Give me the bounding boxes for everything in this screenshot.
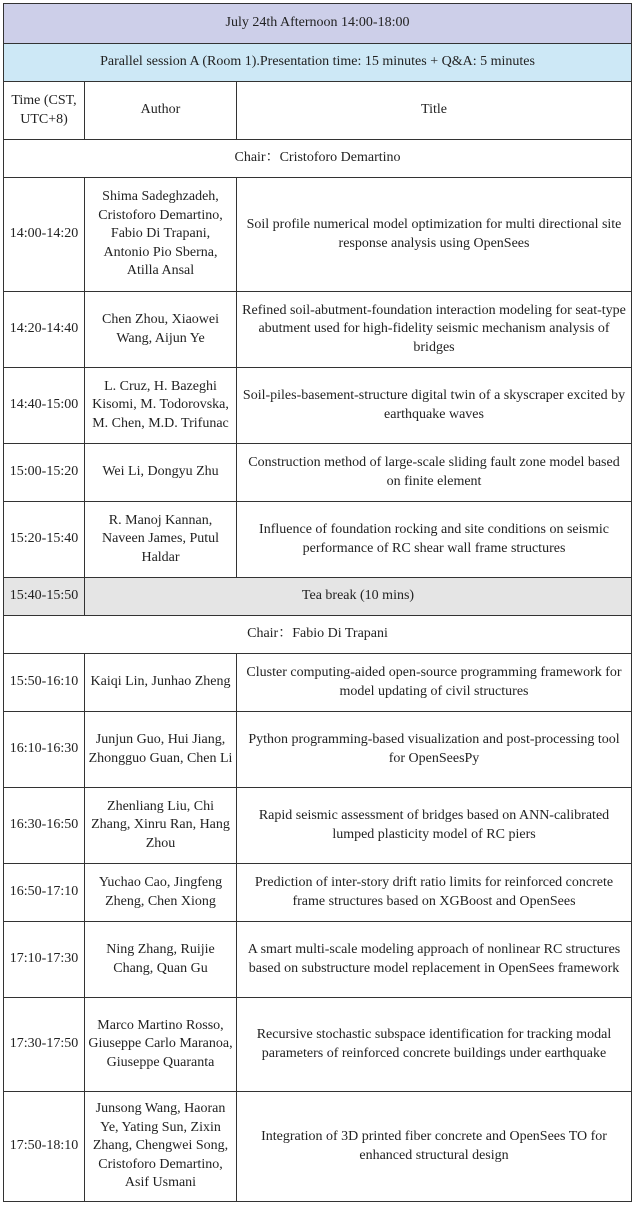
talk-title: Influence of foundation rocking and site conditions on seismic performance of RC shear wall frame structures — [237, 502, 632, 578]
time-column-header: Time (CST, UTC+8) — [4, 82, 85, 140]
talk-author: Kaiqi Lin, Junhao Zheng — [85, 654, 237, 712]
break-row — [4, 578, 632, 616]
talk-row — [4, 864, 632, 922]
talk-row — [4, 292, 632, 368]
talk-title: A smart multi-scale modeling approach of nonlinear RC structures based on substructure model replacement in OpenSees framework — [237, 922, 632, 998]
talk-row — [4, 1092, 632, 1202]
talk-title: Construction method of large-scale sliding fault zone model based on finite element — [237, 444, 632, 502]
talk-author: Wei Li, Dongyu Zhu — [85, 444, 237, 502]
talk-row — [4, 502, 632, 578]
session-header: Parallel session A (Room 1).Presentation time: 15 minutes + Q&A: 5 minutes — [4, 44, 632, 82]
talk-title: Recursive stochastic subspace identification for tracking modal parameters of reinforced concrete buildings under earthquake — [237, 998, 632, 1092]
talk-time: 17:10-17:30 — [4, 922, 85, 998]
talk-author: Ning Zhang, Ruijie Chang, Quan Gu — [85, 922, 237, 998]
talk-row — [4, 654, 632, 712]
talk-row — [4, 712, 632, 788]
session-header-row — [4, 44, 632, 82]
talk-row — [4, 922, 632, 998]
talk-author: Shima Sadeghzadeh, Cristoforo Demartino, Fabio Di Trapani, Antonio Pio Sberna, Atilla Ansal — [85, 178, 237, 292]
talk-row — [4, 444, 632, 502]
talk-title: Refined soil-abutment-foundation interaction modeling for seat-type abutment used for high-fidelity seismic mechanism analysis of bridges — [237, 292, 632, 368]
talk-author: Yuchao Cao, Jingfeng Zheng, Chen Xiong — [85, 864, 237, 922]
talk-row — [4, 368, 632, 444]
talk-row — [4, 998, 632, 1092]
column-header-row — [4, 82, 632, 140]
talk-time: 17:50-18:10 — [4, 1092, 85, 1202]
talk-title: Integration of 3D printed fiber concrete and OpenSees TO for enhanced structural design — [237, 1092, 632, 1202]
day-header: July 24th Afternoon 14:00-18:00 — [4, 4, 632, 44]
schedule-table — [3, 3, 632, 1202]
talk-time: 17:30-17:50 — [4, 998, 85, 1092]
talk-time: 15:00-15:20 — [4, 444, 85, 502]
talk-time: 16:50-17:10 — [4, 864, 85, 922]
talk-title: Soil profile numerical model optimization for multi directional site response analysis using OpenSees — [237, 178, 632, 292]
talk-author: Marco Martino Rosso, Giuseppe Carlo Maranoa, Giuseppe Quaranta — [85, 998, 237, 1092]
chair-label: Chair：Cristoforo Demartino — [4, 140, 632, 178]
title-column-header: Title — [237, 82, 632, 140]
day-header-row — [4, 4, 632, 44]
talk-time: 15:50-16:10 — [4, 654, 85, 712]
talk-title: Rapid seismic assessment of bridges based on ANN-calibrated lumped plasticity model of RC piers — [237, 788, 632, 864]
talk-time: 16:10-16:30 — [4, 712, 85, 788]
talk-title: Soil-piles-basement-structure digital twin of a skyscraper excited by earthquake waves — [237, 368, 632, 444]
talk-author: Junjun Guo, Hui Jiang, Zhongguo Guan, Chen Li — [85, 712, 237, 788]
talk-time: 14:20-14:40 — [4, 292, 85, 368]
schedule-body — [4, 4, 632, 1202]
talk-row — [4, 788, 632, 864]
talk-title: Cluster computing-aided open-source programming framework for model updating of civil structures — [237, 654, 632, 712]
chair-row — [4, 616, 632, 654]
talk-author: Chen Zhou, Xiaowei Wang, Aijun Ye — [85, 292, 237, 368]
talk-title: Python programming-based visualization and post-processing tool for OpenSeesPy — [237, 712, 632, 788]
talk-time: 16:30-16:50 — [4, 788, 85, 864]
talk-author: R. Manoj Kannan, Naveen James, Putul Haldar — [85, 502, 237, 578]
talk-time: 14:40-15:00 — [4, 368, 85, 444]
author-column-header: Author — [85, 82, 237, 140]
talk-title: Prediction of inter-story drift ratio limits for reinforced concrete frame structures based on XGBoost and OpenSees — [237, 864, 632, 922]
chair-row — [4, 140, 632, 178]
chair-label: Chair：Fabio Di Trapani — [4, 616, 632, 654]
talk-row — [4, 178, 632, 292]
talk-time: 14:00-14:20 — [4, 178, 85, 292]
talk-time: 15:20-15:40 — [4, 502, 85, 578]
talk-author: Junsong Wang, Haoran Ye, Yating Sun, Zixin Zhang, Chengwei Song, Cristoforo Demartino, Asif Usmani — [85, 1092, 237, 1202]
break-time: 15:40-15:50 — [4, 578, 85, 616]
talk-author: L. Cruz, H. Bazeghi Kisomi, M. Todorovska, M. Chen, M.D. Trifunac — [85, 368, 237, 444]
talk-author: Zhenliang Liu, Chi Zhang, Xinru Ran, Hang Zhou — [85, 788, 237, 864]
break-label: Tea break (10 mins) — [85, 578, 632, 616]
